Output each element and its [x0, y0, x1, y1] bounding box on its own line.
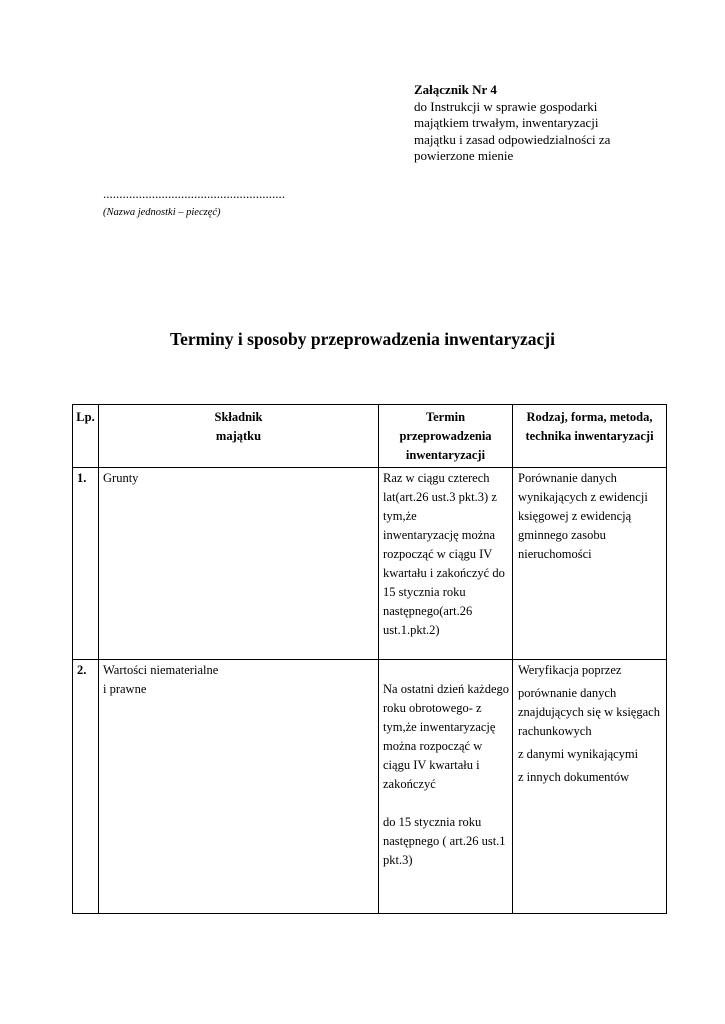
- row-item: Grunty: [99, 468, 379, 660]
- unit-stamp-block: [103, 187, 285, 218]
- row-lp: 2.: [73, 660, 99, 914]
- row-kind: Weryfikacja poprzez porównanie danych znajdujących się w księgach rachunkowych z danymi wynikającymi z innych dokumentów: [513, 660, 667, 914]
- header-term: Termin przeprowadzenia inwentaryzacji: [379, 405, 513, 468]
- annex-title: Załącznik Nr 4: [414, 82, 497, 97]
- table-row: [73, 660, 667, 914]
- annex-header: [414, 82, 674, 165]
- row-term: Raz w ciągu czterech lat(art.26 ust.3 pkt.3) z tym,że inwentaryzację można rozpocząć w ciągu IV kwartału i zakończyć do 15 stycznia roku następnego(art.26 ust.1.pkt.2): [379, 468, 513, 660]
- unit-dotted-line: ........................................................: [103, 186, 285, 201]
- table-header-row: [73, 405, 667, 468]
- table-row: [73, 468, 667, 660]
- header-kind: Rodzaj, forma, metoda, technika inwentaryzacji: [513, 405, 667, 468]
- annex-line: majątkiem trwałym, inwentaryzacji: [414, 115, 599, 130]
- row-lp: 1.: [73, 468, 99, 660]
- inventory-table: [72, 404, 667, 914]
- row-kind: Porównanie danych wynikających z ewidencji księgowej z ewidencją gminnego zasobu nieruchomości: [513, 468, 667, 660]
- document-title: Terminy i sposoby przeprowadzenia inwentaryzacji: [170, 329, 555, 349]
- row-item: Wartości niematerialne i prawne: [99, 660, 379, 914]
- row-term: Na ostatni dzień każdego roku obrotowego- z tym,że inwentaryzację można rozpocząć w ciągu IV kwartału i zakończyć do 15 stycznia roku następnego ( art.26 ust.1 pkt.3): [379, 660, 513, 914]
- annex-line: majątku i zasad odpowiedzialności za: [414, 131, 611, 147]
- header-lp: Lp.: [73, 405, 99, 468]
- annex-line: do Instrukcji w sprawie gospodarki: [414, 98, 598, 114]
- annex-line: powierzone mienie: [414, 148, 514, 163]
- header-item: Składnik majątku: [99, 405, 379, 468]
- unit-label: (Nazwa jednostki – pieczęć): [103, 207, 221, 218]
